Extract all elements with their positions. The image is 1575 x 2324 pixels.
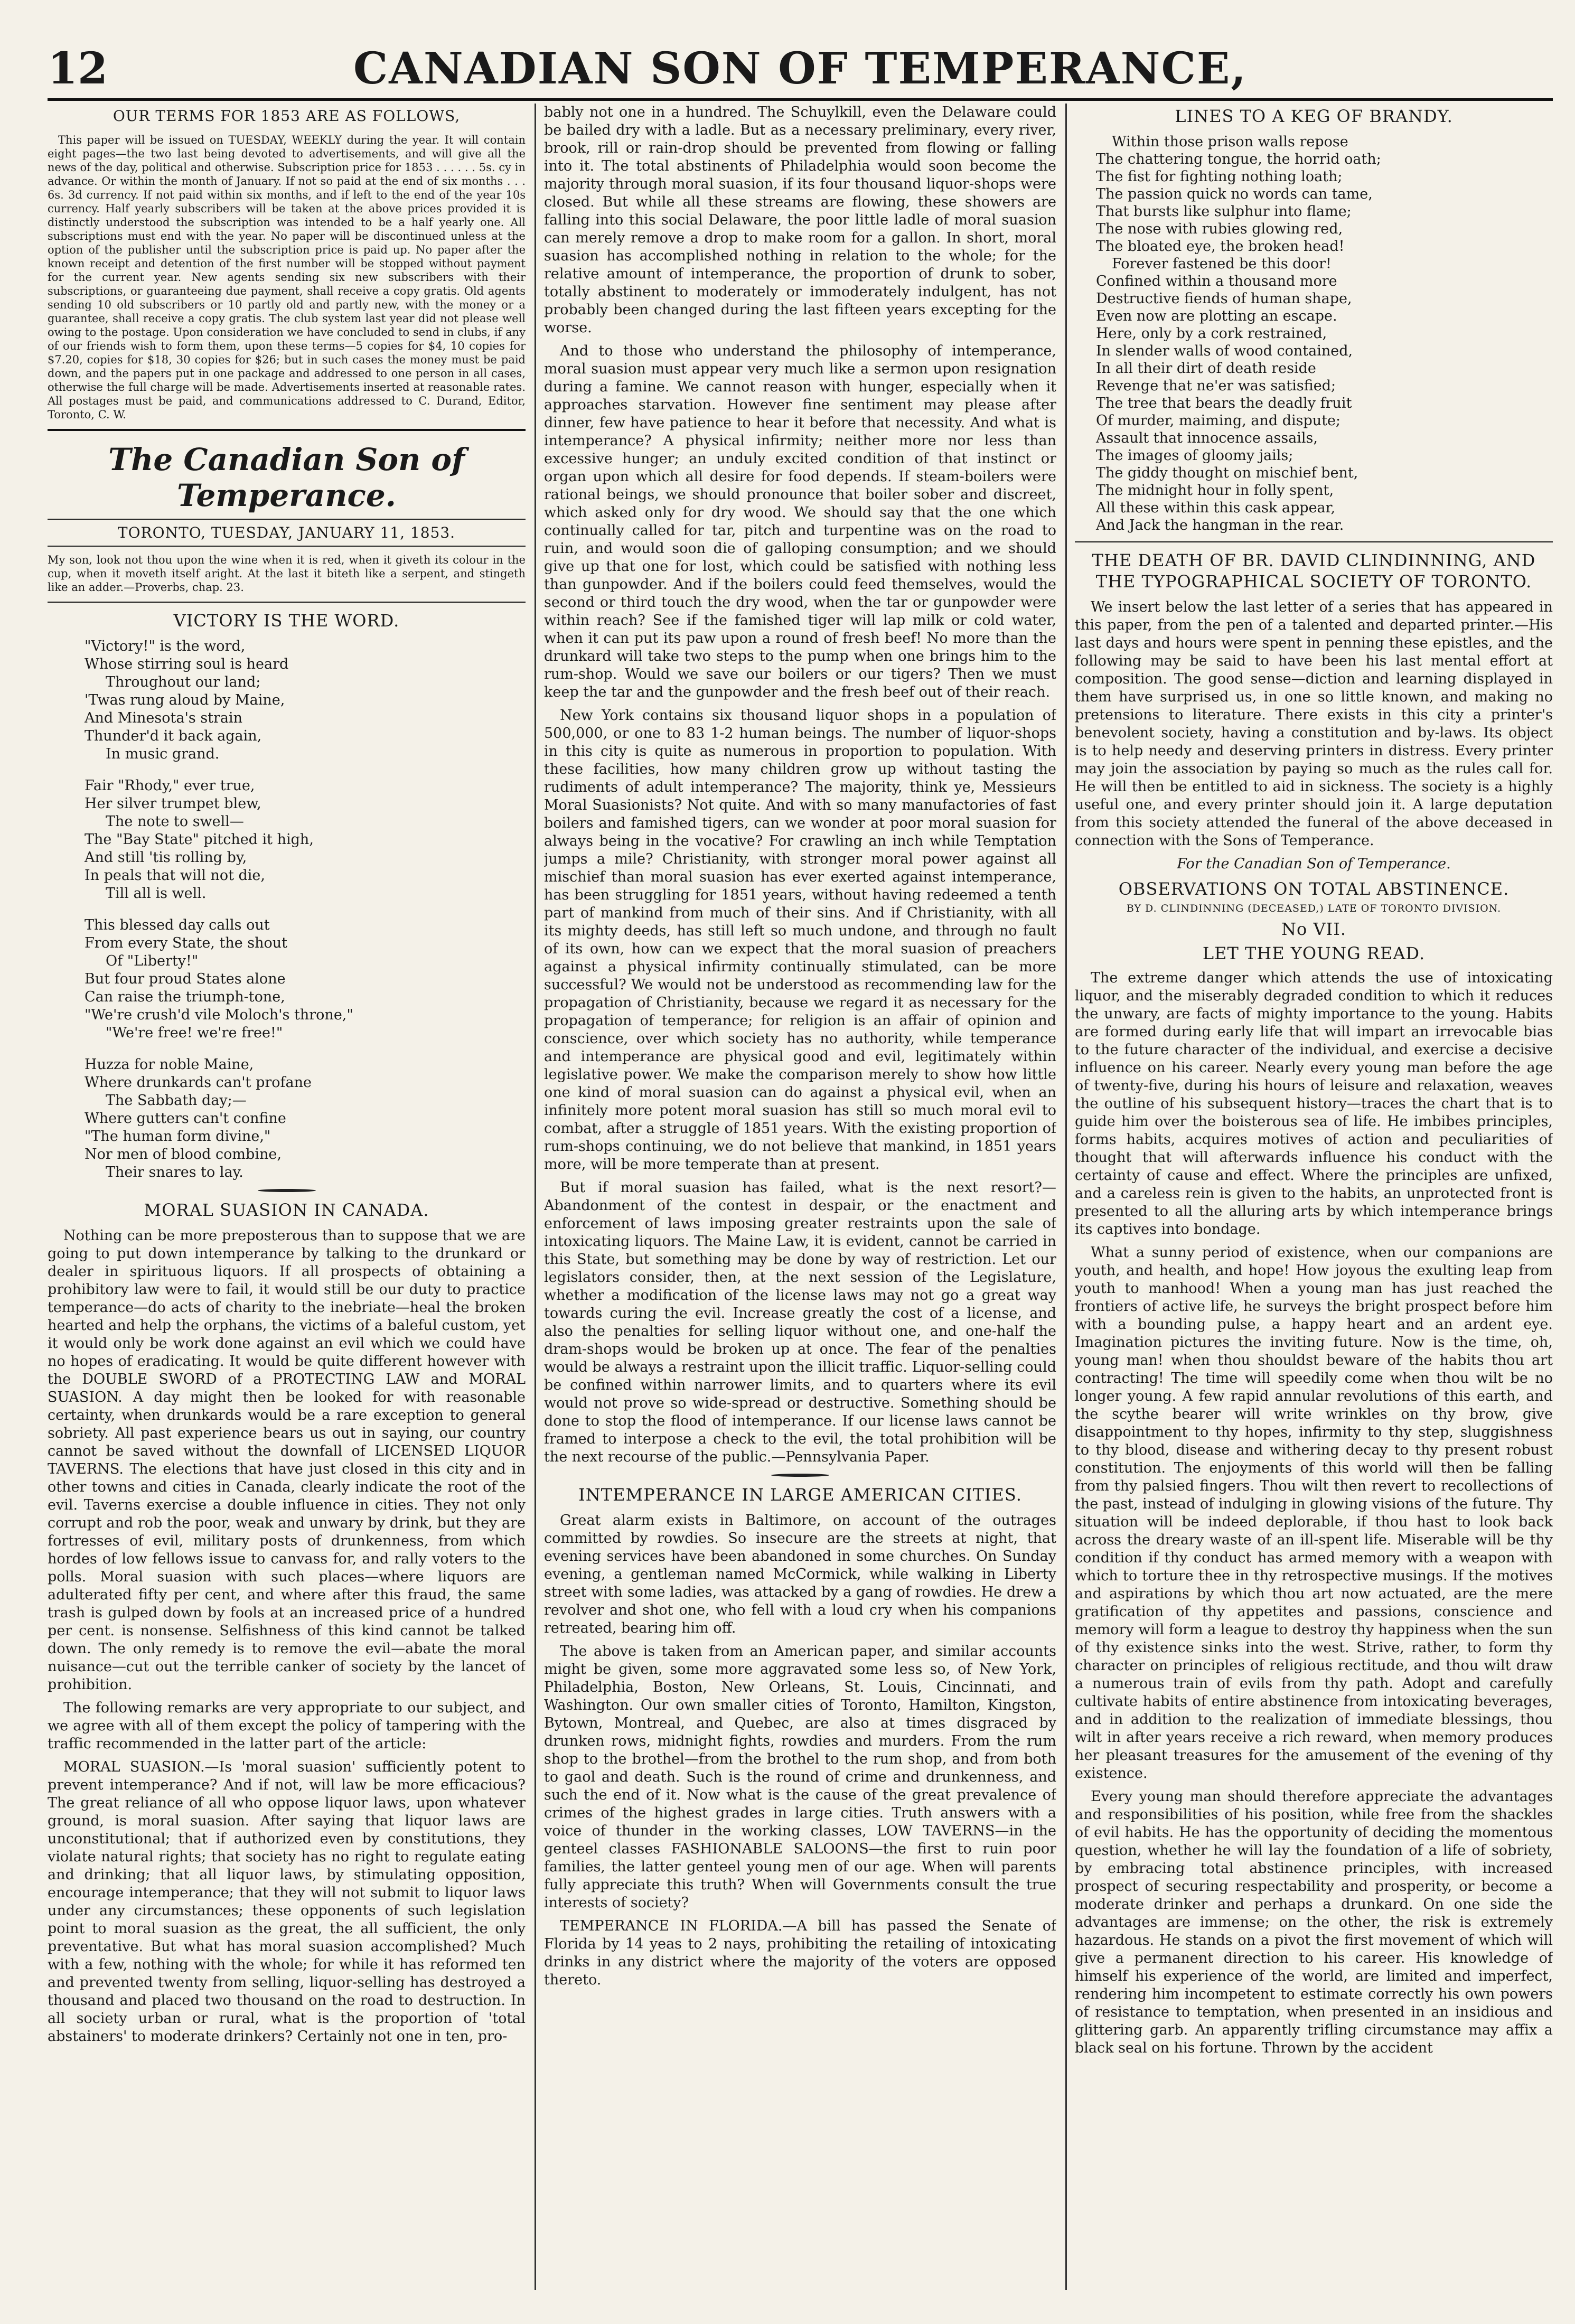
terms-text: This paper will be issued on TUESDAY, WEEKLY during the year. It will contain eight pages—the two last being devoted to advertisements, and will give all the news of the day, political and otherwise. Subscription price for 1853 . . . . . . 5s. cy in advance. Or within the month of January. If not so paid at the end of six months . . . 6s. 3d currency. If not paid within six months, and if left to the end of the year 10s currency. Half yearly subscribers will be taken at the above prices provided it is distinctly understood the subscription was intended to be a half yearly one. All subscriptions must end with the year. No paper will be discontinued unless at the option of the publisher until the subscription price is paid up. No paper after the known receipt and detention of the first number will be stopped without payment for the current year. New agents sending six new subscribers with their subscriptions, or guaranteeing due payment, shall receive a copy gratis. Old agents sending 10 old subscribers or 10 partly old and partly new, with the money or a guarantee, shall receive a copy gratis. The club system last year did not please well owing to the postage. Upon consideration we have concluded to send in clubs, if any of our friends wish to form them, upon these terms—5 copies for $4, 10 copies for $7.20, copies for $18, 30 copies for $26; but in such cases the money must be paid down, and the papers put in one package and addressed to one person in all cases, otherwise the full charge will be made. Advertisements inserted at reasonable rates. All postages must be paid, and communications addressed to C. Durand, Editor, Toronto, C. W. [48,134,526,421]
moral-suasion-title: MORAL SUASION IN CANADA. [144,1200,429,1220]
poem-line: The midnight hour in folly spent, [1096,482,1334,499]
masthead-name: The Canadian Son of Temperance. [108,442,465,513]
poem-line: Assault that innocence assails, [1096,430,1318,446]
observations-credit: For the Canadian Son of Temperance. [1177,856,1451,872]
poem-line: From every State, the shout [85,935,288,951]
stanza-break [85,763,526,777]
poem-line: Thunder'd it back again, [85,728,262,744]
poem-line: Here, only by a cork restrained, [1096,325,1327,342]
poem-line: Throughout our land; [106,674,261,690]
page-header [48,40,1553,101]
poem-brandy [1096,133,1553,534]
divider [1075,541,1553,542]
poem-brandy-title: LINES TO A KEG OF BRANDY. [1175,106,1453,126]
motto: My son, look not thou upon the wine when it is red, when it giveth its colour in the cup, when it moveth itself aright. At the last it biteth like a serpent, and stingeth like an adder.—Proverbs, chap. 23. [48,554,526,594]
column-1 [48,104,526,2290]
poem-line: "We're free! we're free!" [106,1025,283,1041]
paragraph: And to those who understand the philosophy of intemperance, moral suasion must appear very much like a sermon upon resignation during a famine. We cannot reason with hunger, especially when it approaches starvation. However fine sentiment may please after dinner, few have patience to hear it before that necessity. And what is intemperance? A physical infirmity; neither more nor less than excessive hunger; an unduly excited condition of that instinct or organ upon which all desire for food depends. If steam-boilers were rational beings, we should pronounce that boiler sober and discreet, which asked only for dry wood. We should say that the one which continually called for tar, pitch and turpentine was on the road to ruin, and would soon die of galloping consumption; and we should give up that one for lost, which could be satisfied with nothing less than gunpowder. And if the boilers could feed themselves, would the second or third touch the dry wood, when the tar or gunpowder were within reach? See if the famished tiger will lap milk or cold water, when it can put its paw upon a round of fresh beef! No more than the drunkard will take two steps to the pump when one brings him to the rum-shop. Would we save our boilers or our tigers? Then we must keep the tar and the gunpowder and the fresh beef out of their reach. [544,343,1056,700]
stanza-break [85,903,526,916]
poem-line: That bursts like sulphur into flame; [1096,203,1352,220]
poem-line: And Minesota's strain [85,710,243,726]
poem-line: The tree that bears the deadly fruit [1096,395,1352,411]
paragraph: Nothing can be more preposterous than to suppose that we are going to put down intemperance by talking to the drunkard or dealer in spirituous liquors. If all prospects of obtaining a prohibitory law were to fail, it would still be our duty to practice temperance—do acts of charity to the inebriate—heal the broken hearted and help the orphans, the victims of a baleful custom, yet it would only be work done against an evil which we could have no hopes of eradicating. It would be quite different however with the DOUBLE SWORD of a PROTECTING LAW and MORAL SUASION. A day might then be looked for with reasonable certainty, when drunkards would be a rare exception to general sobriety. All past experience bears us out in saying, our country cannot be saved without the downfall of LICENSED LIQUOR TAVERNS. The elections that have just closed in this city and in other towns and cities in Canada, clearly indicate the root of the evil. Taverns exercise a double influence in cities. They not only corrupt and rob the poor, weak and unwary by drink, but they are fortresses of evil, military posts of drunkenness, from which hordes of low fellows issue to canvass for, and rally voters to the polls. Moral suasion with such places—where liquors are adulterated fifty per cent, and where after this fraud, the same trash is gulped down by fools at an increased price of a hundred per cent. is nonsense. Selfishness of this kind cannot be talked down. The only remedy is to remove the evil—abate the moral nuisance—cut out the terrible canker of society by the lancet of prohibition. [48,1227,526,1693]
poem-line: In music grand. [106,746,220,762]
page-number: 12 [48,43,108,94]
poem-victory [85,638,526,1182]
column-3 [1075,104,1553,2290]
poem-line: Huzza for noble Maine, [85,1056,254,1073]
poem-line: But four proud States alone [85,971,286,987]
paper-title: CANADIAN SON OF TEMPERANCE, [353,43,1247,94]
stanza-break [85,1042,526,1056]
poem-line: In peals that will not die, [85,867,265,884]
observations-byline: BY D. CLINDINNING (DECEASED,) LATE OF TORONTO DIVISION. [1126,903,1502,914]
poem-line: Can raise the triumph-tone, [85,989,285,1005]
poem-line: Where drunkards can't profane [85,1074,312,1091]
ornament-divider [258,1189,316,1192]
death-notice-title: THE DEATH OF BR. DAVID CLINDINNING, AND THE TYPOGRAPHICAL SOCIETY OF TORONTO. [1092,550,1536,592]
paragraph: New York contains six thousand liquor shops in a population of 500,000, or one to 83 1-2 human beings. The number of liquor-shops in this city is quite as numerous in proportion to population. With these facilities, how many children grow up without tasting the rudiments of adult intemperance? The majority, think ye, Messieurs Moral Suasionists? Not quite. And with so many manufactories of fast boilers and famished tigers, can we wonder at poor moral suasion for always being in the vocative? For crawling an inch while Temptation jumps a mile? Christianity, with stronger moral power against all mischief than moral suasion has ever exerted against intemperance, has been struggling for 1851 years, without having redeemed a tenth part of mankind from much of their sins. And if Christianity, with all its mighty deeds, has still left so much undone, and through no fault of its own, how can we expect that the moral suasion of preachers against a physical infirmity continually stimulated, can be more successful? We would not be understood as recommending law for the propagation of Christianity, because we regard it as necessary for the propagation of temperance; for religion is an affair of opinion and conscience, over which society has no authority, while temperance and intemperance are physical good and evil, legitimately within legislative power. We make the comparison merely to show how little one kind of moral suasion can do against a physical evil, when an infinitely more potent moral suasion has still so much moral evil to combat, after a struggle of 1851 years. With the existing proportion of rum-shops continuing, we do not believe that mankind, in 1851 years more, will be more temperate than at present. [544,707,1056,1173]
poem-line: The Sabbath day;— [106,1092,247,1109]
poem-line: The nose with rubies glowing red, [1096,221,1343,237]
dateline: TORONTO, TUESDAY, JANUARY 11, 1853. [48,519,526,547]
poem-line: The bloated eye, the broken head! [1096,238,1345,255]
paragraph: The following remarks are very appropriate to our subject, and we agree with all of them except the policy of tampering with the traffic recommended in the latter part of the article: [48,1700,526,1752]
poem-line: Even now are plotting an escape. [1096,308,1337,324]
poem-line: And Jack the hangman in the rear. [1096,517,1344,533]
poem-line: Whose stirring soul is heard [85,656,289,672]
poem-line: The images of gloomy jails; [1096,447,1293,464]
poem-line: This blessed day calls out [85,917,270,933]
poem-line: All these within this cask appear, [1096,500,1336,516]
intemperance-title: INTEMPERANCE IN LARGE AMERICAN CITIES. [578,1485,1022,1505]
poem-line: Where gutters can't confine [85,1110,286,1127]
column-2 [544,104,1056,2290]
paragraph: The extreme danger which attends the use of intoxicating liquor, and the miserably degraded condition to which it reduces the unwary, are facts of mighty importance to the young. Habits are formed during early life that will impart an irrevocable bias to the future character of the individual, and exercise a decisive influence on his career. Nearly every young man before the age of twenty-five, during his hours of leisure and relaxation, weaves the outline of his subsequent history—traces the chart that is to guide him over the boisterous sea of life. He imbibes principles, forms habits, acquires motives of action and peculiarities of thought that will afterwards influence his conduct with the certainty of cause and effect. Where the principles are unfixed, and a careless rein is given to the habits, an unprotected front is presented to all the alluring arts by which intemperance brings its captives into bondage. [1075,970,1553,1238]
poem-line: Confined within a thousand more [1096,273,1337,289]
paragraph: Every young man should therefore appreciate the advantages and responsibilities of his position, while free from the shackles of evil habits. He has the opportunity of deciding the momentous question, whether he will lay the foundation of a life of sobriety, by embracing total abstinence principles, with increased prospect of securing respectability and prosperity, or become a moderate drinker and perhaps a drunkard. On one side the advantages are immense; on the other, the risk is extremely hazardous. He stands on a pivot the first movement of which will give a permanent direction to his career. His knowledge of himself his experience of the world, are limited and imperfect, rendering him incompetent to estimate correctly his own powers of resistance to temptation, when presented in an insidious and glittering garb. An apparently trifling circumstance may affix a black seal on his fortune. Thrown by the accident [1075,1788,1553,2056]
poem-line: Nor men of blood combine, [85,1146,282,1163]
poem-line: Their snares to lay. [106,1164,243,1180]
observations-number: No VII. [1281,919,1346,939]
divider [48,602,526,603]
poem-line: "We're crush'd vile Moloch's throne," [85,1007,353,1023]
column-rule [535,104,536,2290]
poem-line: Destructive fiends of human shape, [1096,290,1352,307]
paragraph: Great alarm exists in Baltimore, on account of the outrages committed by rowdies. So insecure are the streets at night, that evening services have been abandoned in some churches. On Sunday evening, a gentleman named McCormick, while walking in Liberty street with some ladies, was attacked by a gang of rowdies. He drew a revolver and shot one, who fell with a loud cry when his companions retreated, bearing him off. [544,1512,1056,1636]
poem-line: Within those prison walls repose [1112,134,1348,150]
poem-line: And still 'tis rolling by, [85,849,247,866]
column-rule [1065,104,1067,2290]
poem-line: The passion quick no words can tame, [1096,186,1373,202]
poem-line: The fist for fighting nothing loath; [1096,168,1343,185]
poem-line: The giddy thought on mischief bent, [1096,465,1358,481]
observations-title: OBSERVATIONS ON TOTAL ABSTINENCE. [1118,879,1510,899]
paragraph: The above is taken from an American paper, and similar accounts might be given, some more aggravated some less so, of New York, Philadelphia, Boston, New Orleans, St. Louis, Cincinnati, and Washington. Our own smaller cities of Toronto, Hamilton, Kingston, Bytown, Montreal, and Quebec, are also at times disgraced by drunken rows, midnight fights, rowdies and murders. From the rum shop to the brothel—from the brothel to the rum shop, and from both to gaol and death. Such is the round of crime and drunkenness, and such the end of it. Now what is the cause of the great prevalence of crimes of the highest grades in large cities. Truth answers with a voice of thunder in the working classes, LOW TAVERNS—in the genteel classes FASHIONABLE SALOONS—the first to ruin poor families, the latter genteel young men of our age. When will parents fully appreciate this truth? When will Governments consult the true interests of society? [544,1643,1056,1911]
poem-victory-title: VICTORY IS THE WORD. [173,611,400,631]
terms-heading: OUR TERMS FOR 1853 ARE AS FOLLOWS, [112,107,461,125]
poem-line: In all their dirt of death reside [1096,360,1316,377]
poem-line: Till all is well. [106,885,207,902]
poem-line: Fair "Rhody," ever true, [85,777,255,794]
paragraph: TEMPERANCE IN FLORIDA.—A bill has passed the Senate of Florida by 14 yeas to 2 nays, prohibiting the retailing of intoxicating drinks in any district where the majority of the voters are opposed thereto. [544,1918,1056,1988]
paragraph: We insert below the last letter of a series that has appeared in this paper, from the pen of a talented and departed printer.—His last days and hours were spent in penning these epistles, and the following may be said to have been his last mental effort at composition. The good sense—diction and learning displayed in them have surprised us, in one so little known, and making no pretensions to literature. There exists in this city a printer's benevolent society, having a constitution and by-laws. Its object is to help needy and deserving printers in distress. Every printer may join the association by paying so much as the rules call for. He will then be entitled to aid in sickness. The society is a highly useful one, and every printer should join it. A large deputation from this society attended the funeral of the above deceased in connection with the Sons of Temperance. [1075,599,1553,849]
paragraph: What a sunny period of existence, when our companions are youth, and health, and hope! How joyous the exulting leap from youth to manhood! When a young man has just reached the frontiers of active life, he surveys the bright prospect before him with a bounding pulse, a happy heart and an ardent eye. Imagination pictures the inviting future. Now is the time, oh, young man! when thou shouldst beware of the habits thou art contracting! The time will speedily come when thou wilt be no longer young. A few rapid annular revolutions of this earth, and the scythe bearer will write wrinkles on thy brow, give disappointment to thy hopes, infirmity to thy step, sluggishness to thy blood, disease and withering decay to thy present robust constitution. The enjoyments of this world will then be falling from thy palsied fingers. Thou wilt then revert to recollections of the past, instead of indulging in glowing visions of the future. Thy situation will be indeed deplorable, if thou hast to look back across the dreary waste of an ill-spent life. Miserable will be thy condition if thy conduct has armed memory with a weapon with which to torture thee in thy retrospective musings. If the motives and aspirations by which thou art now actuated, are the mere gratification of thy appetites and passions, conscience and memory will form a league to destroy thy happiness when the sun of thy existence sinks into the west. Strive, rather, to form thy character on principles of religious rectitude, and thou wilt draw a numerous train of evils from thy path. Adopt and carefully cultivate habits of entire abstinence from intoxicating beverages, and in addition to the realization of immediate blessings, thou wilt in after years receive a rich reward, when memory produces her pleasant treasures for the amusement of the evening of thy existence. [1075,1244,1553,1782]
poem-line: The note to swell— [106,813,244,830]
poem-line: The chattering tongue, the horrid oath; [1096,151,1381,167]
poem-line: "The human form divine," [85,1128,271,1145]
poem-line: Forever fastened be this door! [1112,256,1332,272]
paragraph: MORAL SUASION.—Is 'moral suasion' sufficiently potent to prevent intemperance? And if not, will law be more efficacious? The great reliance of all who oppose liquor laws, upon whatever ground, is moral suasion. After saying that liquor laws are unconstitutional; that if authorized even by constitutions, they violate natural rights; that society has no right to regulate eating and drinking; that all liquor laws, by stimulating opposition, encourage intemperance; that they will not submit to liquor laws under any circumstances; these opponents of such legislation point to moral suasion as the great, the all sufficient, the only preventative. But what has moral suasion accomplished? Much with a few, nothing with the whole; for while it has reformed ten and prevented twenty from selling, liquor-selling has destroyed a thousand and placed two thousand on the road to destruction. In all society urban or rural, what is the proportion of 'total abstainers' to moderate drinkers? Certainly not one in ten, pro- [48,1759,526,2045]
poem-line: Revenge that ne'er was satisfied; [1096,378,1336,394]
paragraph: bably not one in a hundred. The Schuylkill, even the Delaware could be bailed dry with a ladle. But as a necessary preliminary, every river, brook, rill or rain-drop should be prevented from flowing or falling into it. The total abstinents of Philadelphia would soon become the majority through moral suasion, if its four thousand liquor-shops were closed. But while all these streams are flowing, these showers are falling into this social Delaware, the poor little ladle of moral suasion can merely remove a drop to make room for a gallon. In short, moral suasion has accomplished nothing in relation to the whole; for the relative amount of intemperance, the proportion of drunk to sober, totally abstinent to moderately or immoderately indulgent, has not probably been changed during the last fifteen years excepting for the worse. [544,104,1056,336]
ornament-divider [771,1474,829,1477]
observations-subtitle: LET THE YOUNG READ. [1202,943,1426,963]
poem-line: 'Twas rung aloud by Maine, [85,692,285,708]
paragraph: But if moral suasion has failed, what is the next resort?—Abandonment of the contest in despair, or the enactment and enforcement of laws imposing greater restraints upon the sale of intoxicating liquors. The Maine Law, it is evident, cannot be carried in this State, but something may be done by way of restriction. Let our legislators consider, then, at the next session of the Legislature, whether a modification of the license laws may not go a great way towards curing the evil. Increase greatly the cost of a license, and also the penalties for selling liquor without one, and one-half the dram-shops would be broken up at once. The fear of the penalties would be always a restraint upon the illicit traffic. Liquor-selling could be confined within narrower limits, and to quarters where its evil would not prove so wide-spread or destructive. Something should be done to stop the flood of intemperance. If our license laws cannot be framed to interpose a check to the evil, the total prohibition will be the next recourse of the public.—Pennsylvania Paper. [544,1179,1056,1465]
poem-line: In slender walls of wood contained, [1096,343,1353,359]
poem-line: Of "Liberty!" [106,953,199,969]
divider [48,429,526,431]
poem-line: The "Bay State" pitched it high, [85,831,314,848]
poem-line: Her silver trumpet blew, [85,795,261,812]
poem-line: Of murder, maiming, and dispute; [1096,413,1341,429]
poem-line: "Victory!" is the word, [85,638,246,654]
